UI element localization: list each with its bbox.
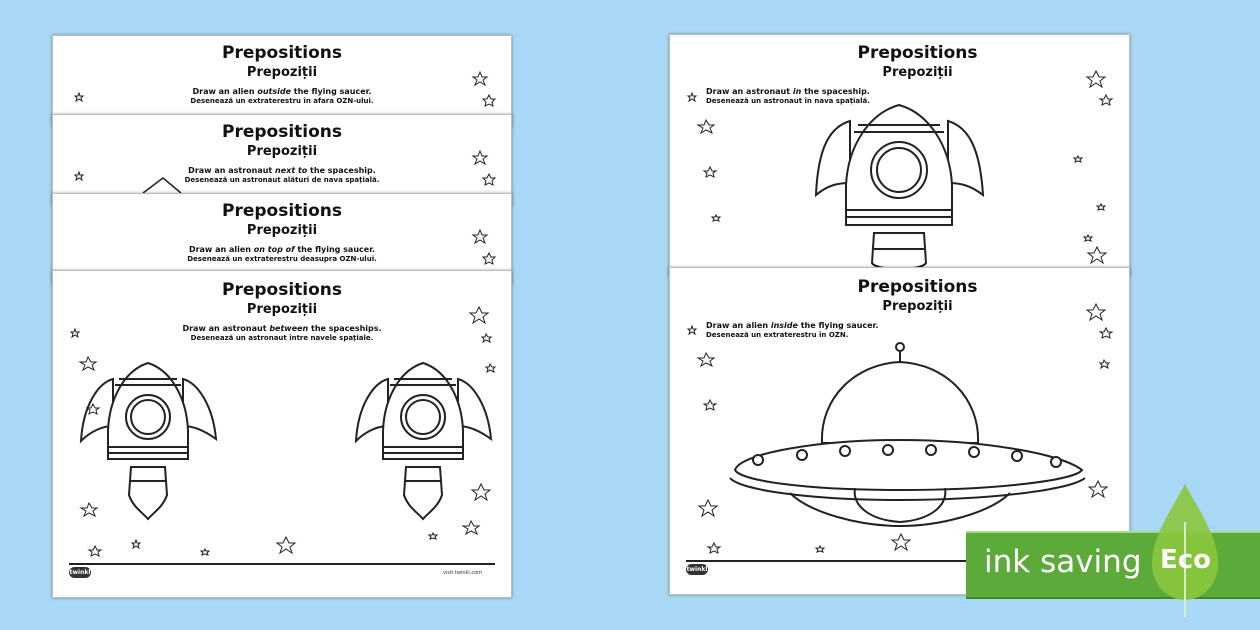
instruction-ro: Desenează un extraterestru deasupra OZN-ului. [187, 255, 377, 263]
sheet-subtitle: Prepoziții [882, 65, 953, 80]
instruction-ro: Desenează un astronaut în nava spațială. [706, 97, 870, 105]
sheet-title: Prepositions [857, 277, 978, 297]
rocket-tip-icon [143, 178, 181, 193]
footer-url: visit twinkl.com [443, 570, 483, 576]
twinkl-logo: twinkl [69, 569, 91, 576]
sheet-title: Prepositions [857, 43, 978, 63]
eco-label: Eco [1160, 545, 1212, 575]
sheet-subtitle: Prepoziții [246, 223, 318, 238]
sheet-title: Prepositions [221, 201, 343, 221]
rocket-icon [816, 105, 983, 269]
star-icon [483, 95, 495, 106]
star-icon [483, 174, 495, 185]
instruction-ro: Desenează un extraterestru în OZN. [706, 331, 849, 339]
spaceship-illustration [670, 35, 1129, 275]
instruction-en: Draw an alien on top of the flying saucer. [188, 245, 376, 254]
worksheet-in [669, 34, 1130, 276]
flying-saucer-icon [730, 343, 1085, 526]
sheet-title: Prepositions [221, 43, 343, 63]
instruction-en: Draw an astronaut in the spaceship. [706, 87, 870, 96]
worksheet-between [52, 270, 512, 598]
star-icon [473, 72, 487, 85]
sheet-subtitle: Prepoziții [882, 299, 953, 314]
star-icon [75, 172, 83, 180]
star-decorations [53, 115, 511, 205]
instruction-ro: Desenează un astronaut alături de nava spațială. [184, 176, 380, 184]
spaceships-illustration [53, 271, 511, 597]
star-decorations [53, 36, 511, 126]
instruction-en: Draw an astronaut between the spaceships. [182, 324, 382, 333]
star-icon [473, 230, 487, 243]
footer-divider [69, 563, 495, 565]
instruction-en: Draw an alien inside the flying saucer. [706, 321, 879, 330]
sheet-title: Prepositions [221, 280, 343, 300]
star-icon [483, 253, 495, 264]
sheet-subtitle: Prepoziții [246, 65, 318, 80]
sheet-subtitle: Prepoziții [246, 144, 318, 159]
instruction-en: Draw an alien outside the flying saucer. [192, 87, 372, 96]
twinkl-logo: twinkl [686, 566, 708, 573]
instruction-ro: Desenează un extraterestru în afara OZN-ului. [190, 97, 374, 105]
sheet-subtitle: Prepoziții [246, 302, 318, 317]
instruction-ro: Desenează un astronaut între navele spațiale. [190, 334, 374, 342]
rocket-icon [81, 363, 216, 519]
star-icon [473, 151, 487, 164]
sheet-title: Prepositions [221, 122, 343, 142]
rocket-icon [356, 363, 491, 519]
star-icon [75, 93, 83, 101]
ink-saving-text: ink saving [984, 544, 1142, 580]
instruction-en: Draw an astronaut next to the spaceship. [188, 166, 376, 175]
